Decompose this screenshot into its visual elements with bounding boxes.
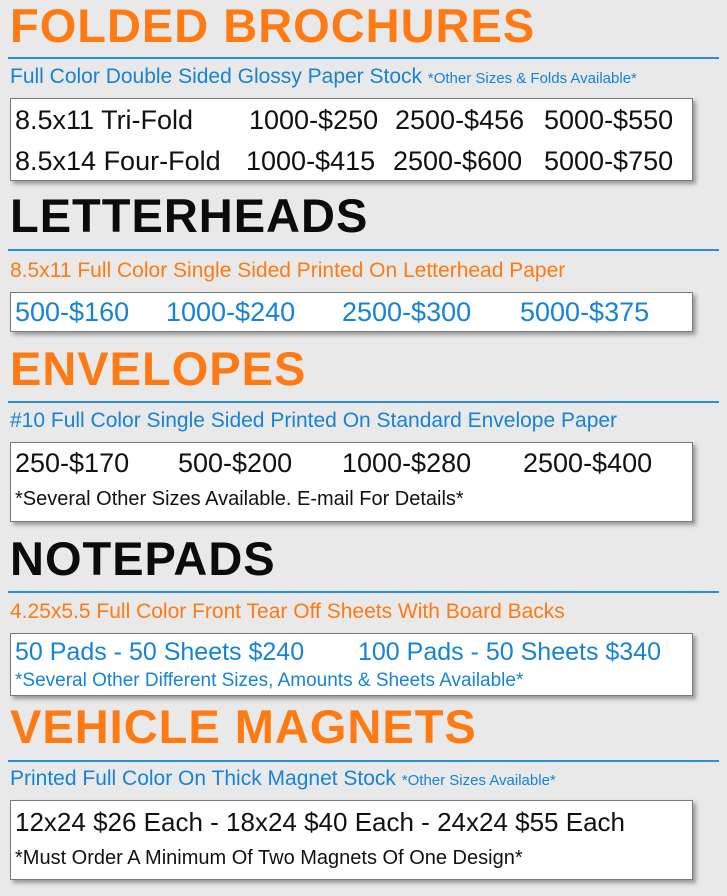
brochure-row-price: 5000-$750 (544, 146, 674, 176)
letterheads-divider (8, 249, 719, 251)
magnets-note: *Other Sizes Available* (401, 772, 556, 789)
envelopes-note: *Several Other Sizes Available. E-mail For Details* (15, 488, 464, 510)
envelopes-price-box (10, 442, 693, 522)
magnets-title: VEHICLE MAGNETS (10, 700, 477, 753)
notepads-price-box (10, 633, 693, 696)
envelopes-divider (8, 401, 719, 403)
magnets-price-box (10, 800, 693, 880)
envelopes-title: ENVELOPES (10, 342, 307, 395)
brochures-note: *Other Sizes & Folds Available* (427, 70, 637, 87)
magnets-subtitle-text: Printed Full Color On Thick Magnet Stock (10, 767, 396, 790)
notepads-note: *Several Other Different Sizes, Amounts & Sheets Available* (15, 670, 524, 691)
brochure-row-price: 2500-$600 (393, 146, 523, 176)
letterheads-title: LETTERHEADS (10, 189, 369, 242)
brochure-row-name: 8.5x14 Four-Fold (15, 146, 221, 176)
brochures-subtitle-text: Full Color Double Sided Glossy Paper Stock (10, 65, 423, 88)
magnets-minimum-note: *Must Order A Minimum Of Two Magnets Of One Design* (15, 847, 523, 869)
brochures-divider (8, 57, 719, 59)
envelope-price: 2500-$400 (523, 448, 653, 478)
brochure-row-price: 5000-$550 (544, 105, 674, 135)
envelopes-subtitle: #10 Full Color Single Sided Printed On Standard Envelope Paper (10, 409, 618, 432)
letterhead-price: 500-$160 (15, 297, 130, 327)
magnets-divider (8, 760, 719, 762)
magnets-subtitle (10, 766, 556, 794)
magnet-prices: 12x24 $26 Each - 18x24 $40 Each - 24x24 $55 Each (15, 807, 625, 837)
brochure-row-name: 8.5x11 Tri-Fold (15, 105, 194, 135)
brochures-subtitle (10, 64, 637, 92)
letterhead-price: 1000-$240 (166, 297, 296, 327)
envelope-price: 1000-$280 (342, 448, 472, 478)
letterhead-price: 2500-$300 (342, 297, 472, 327)
letterheads-price-box (10, 292, 693, 332)
letterhead-price: 5000-$375 (520, 297, 650, 327)
brochure-row-price: 1000-$415 (246, 146, 376, 176)
notepads-subtitle: 4.25x5.5 Full Color Front Tear Off Sheets With Board Backs (10, 600, 565, 623)
brochures-title: FOLDED BROCHURES (10, 0, 536, 52)
envelope-price: 500-$200 (178, 448, 293, 478)
brochures-price-box (10, 98, 693, 181)
letterheads-subtitle: 8.5x11 Full Color Single Sided Printed On Letterhead Paper (10, 259, 566, 282)
brochure-row-price: 2500-$456 (395, 105, 525, 135)
notepads-divider (8, 591, 719, 593)
notepad-price: 100 Pads - 50 Sheets $340 (358, 638, 662, 666)
brochure-row-price: 1000-$250 (249, 105, 379, 135)
notepads-title: NOTEPADS (10, 532, 276, 585)
envelope-price: 250-$170 (15, 448, 130, 478)
notepad-price: 50 Pads - 50 Sheets $240 (15, 638, 305, 666)
